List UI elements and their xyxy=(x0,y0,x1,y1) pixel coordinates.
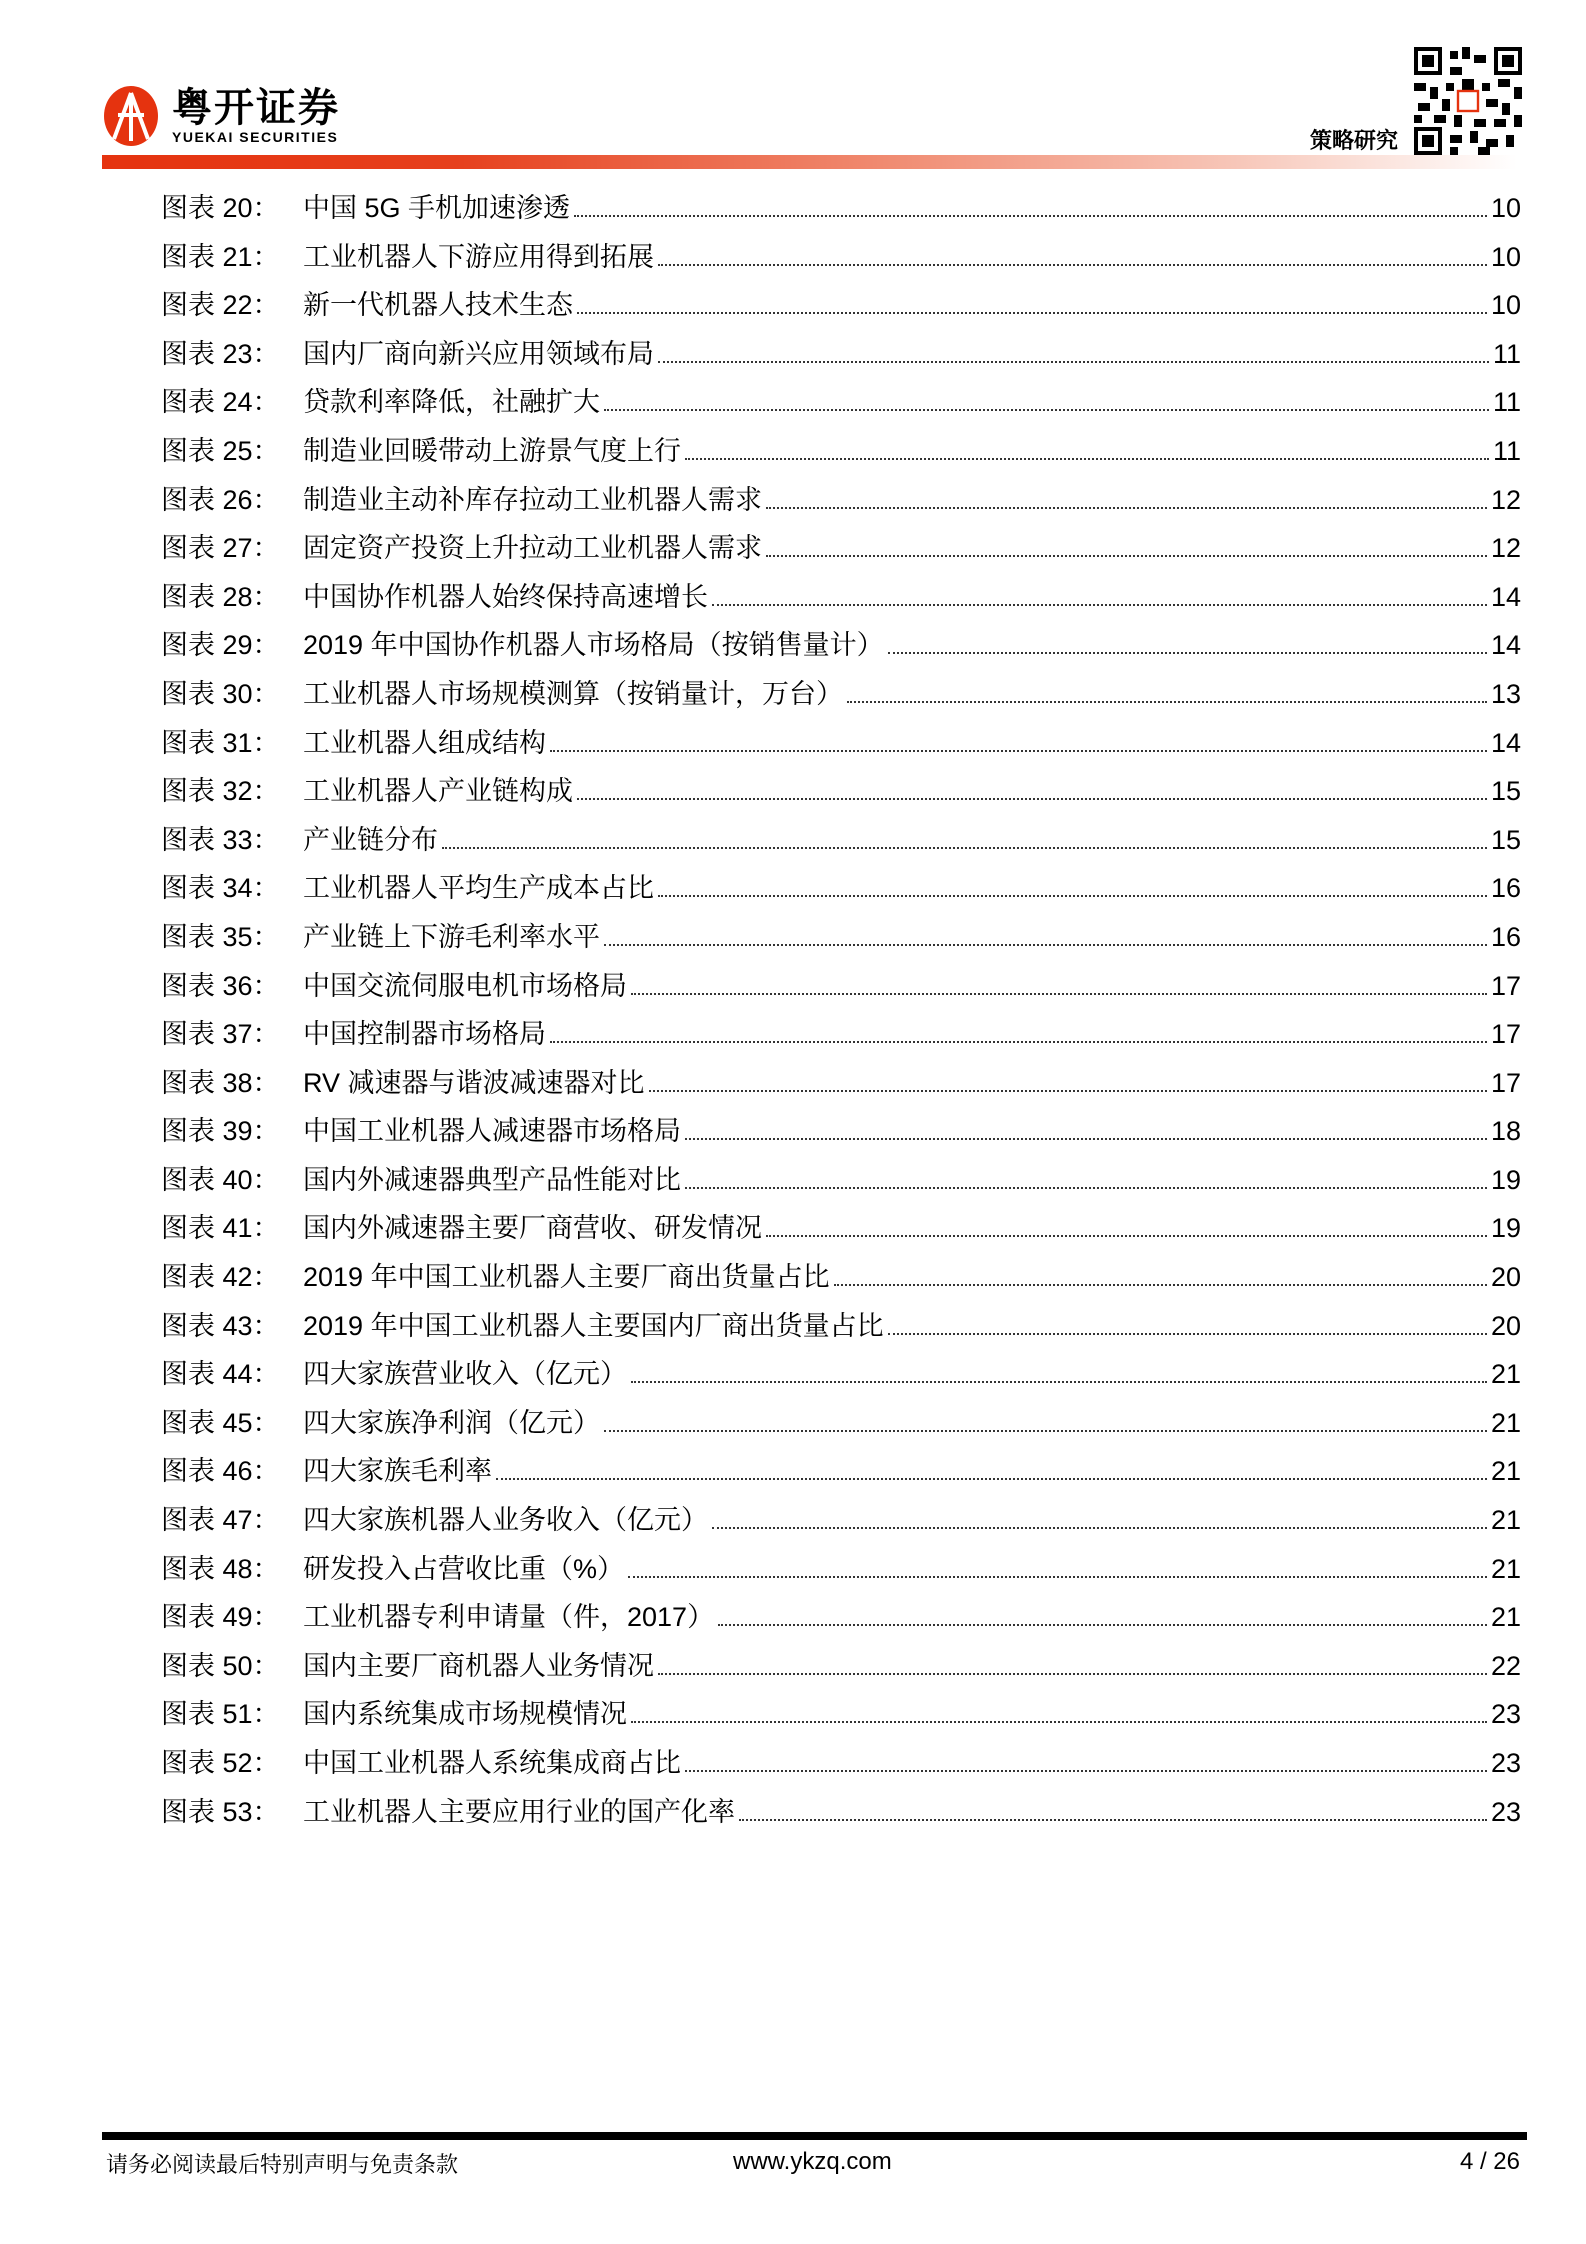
toc-entry[interactable] xyxy=(161,870,1521,919)
toc-entry-page: 10 xyxy=(1490,290,1521,321)
toc-entry-title[interactable]: 国内外减速器主要厂商营收、研发情况 xyxy=(303,1213,762,1244)
toc-entry-title[interactable]: 国内外减速器典型产品性能对比 xyxy=(303,1164,681,1195)
toc-entry-title[interactable]: 国内主要厂商机器人业务情况 xyxy=(303,1650,654,1681)
toc-entry[interactable] xyxy=(161,1065,1521,1114)
toc-entry-label: 图表 26： xyxy=(161,484,280,515)
footer-divider xyxy=(102,2132,1527,2140)
toc-entry-label: 图表 51： xyxy=(161,1699,280,1730)
toc-entry-page: 10 xyxy=(1490,193,1521,223)
toc-leader-dots xyxy=(685,1137,1487,1140)
toc-entry-page: 20 xyxy=(1490,1310,1521,1341)
toc-entry[interactable] xyxy=(161,1210,1521,1259)
toc-entry-title[interactable]: 新一代机器人技术生态 xyxy=(303,290,573,321)
toc-leader-dots xyxy=(685,1186,1487,1189)
toc-entry-title[interactable]: 中国工业机器人系统集成商占比 xyxy=(303,1748,681,1778)
toc-leader-dots xyxy=(766,554,1487,557)
toc-leader-dots xyxy=(766,1234,1487,1237)
toc-entry-page: 18 xyxy=(1490,1116,1521,1147)
footer-disclaimer: 请务必阅读最后特别声明与免责条款 xyxy=(106,2153,459,2178)
toc-entry[interactable] xyxy=(161,384,1521,433)
toc-entry-label: 图表 21： xyxy=(161,241,280,272)
toc-entry-label: 图表 40： xyxy=(161,1164,280,1195)
toc-entry-page: 23 xyxy=(1490,1796,1521,1827)
toc-entry[interactable] xyxy=(161,1113,1521,1162)
toc-entry-label: 图表 43： xyxy=(161,1310,280,1341)
toc-entry-label: 图表 37： xyxy=(161,1019,280,1050)
toc-entry-label: 图表 44： xyxy=(161,1359,280,1390)
toc-leader-dots xyxy=(604,943,1487,946)
toc-entry-title[interactable]: 国内系统集成市场规模情况 xyxy=(303,1699,627,1730)
toc-entry-title[interactable]: 中国交流伺服电机市场格局 xyxy=(303,970,627,1001)
toc-entry-title[interactable]: 贷款利率降低，社融扩大 xyxy=(303,387,600,418)
toc-entry-page: 11 xyxy=(1492,435,1521,466)
toc-entry-title[interactable]: 工业机器人市场规模测算（按销量计，万台） xyxy=(303,678,843,709)
toc-leader-dots xyxy=(442,846,1487,849)
toc-leader-dots xyxy=(604,1429,1487,1432)
toc-entry[interactable] xyxy=(161,190,1521,239)
toc-entry-title[interactable]: 制造业回暖带动上游景气度上行 xyxy=(303,435,681,466)
toc-entry-title[interactable]: 四大家族机器人业务收入（亿元） xyxy=(303,1505,708,1536)
toc-leader-dots xyxy=(658,1672,1487,1675)
toc-entry-label: 图表 46： xyxy=(161,1456,280,1487)
toc-entry-title[interactable]: 中国 5G 手机加速渗透 xyxy=(303,193,571,223)
toc-entry[interactable] xyxy=(161,433,1521,482)
footer-website[interactable]: www.ykzq.com xyxy=(733,2148,892,2175)
toc-entry[interactable] xyxy=(161,482,1521,531)
toc-entry-label: 图表 31： xyxy=(161,727,280,758)
toc-entry-page: 15 xyxy=(1490,824,1521,855)
toc-leader-dots xyxy=(718,1623,1487,1626)
toc-leader-dots xyxy=(712,1526,1487,1529)
toc-entry-title[interactable]: 2019 年中国工业机器人主要国内厂商出货量占比 xyxy=(303,1310,884,1341)
toc-entry-page: 17 xyxy=(1490,1067,1521,1098)
toc-leader-dots xyxy=(631,992,1487,995)
toc-entry-label: 图表 24： xyxy=(161,387,280,418)
toc-entry-label: 图表 38： xyxy=(161,1067,280,1098)
toc-entry-page: 21 xyxy=(1490,1505,1521,1536)
toc-entry-title[interactable]: 产业链分布 xyxy=(303,824,438,855)
toc-leader-dots xyxy=(847,700,1487,703)
toc-entry-title[interactable]: 研发投入占营收比重（%） xyxy=(303,1553,625,1584)
toc-entry-label: 图表 48： xyxy=(161,1553,280,1584)
toc-entry-page: 21 xyxy=(1490,1456,1521,1487)
toc-entry-title[interactable]: 产业链上下游毛利率水平 xyxy=(303,921,600,952)
toc-entry-page: 19 xyxy=(1490,1164,1521,1195)
toc-leader-dots xyxy=(685,457,1489,460)
qr-code-icon xyxy=(1414,47,1522,155)
toc-entry-title[interactable]: 四大家族毛利率 xyxy=(303,1456,492,1487)
toc-entry[interactable] xyxy=(161,239,1521,288)
toc-entry-page: 12 xyxy=(1490,484,1521,515)
figure-table-of-contents xyxy=(161,190,1521,1842)
toc-entry-title[interactable]: 工业机器人主要应用行业的国产化率 xyxy=(303,1796,735,1827)
toc-entry-label: 图表 32： xyxy=(161,776,280,807)
brand-logo xyxy=(100,85,340,147)
toc-entry[interactable] xyxy=(161,1356,1521,1405)
toc-entry-label: 图表 35： xyxy=(161,921,280,952)
toc-entry-title[interactable]: 工业机器人平均生产成本占比 xyxy=(303,873,654,904)
toc-entry-page: 21 xyxy=(1490,1359,1521,1390)
toc-entry-page: 16 xyxy=(1490,921,1521,952)
toc-entry[interactable] xyxy=(161,627,1521,676)
toc-leader-dots xyxy=(658,263,1487,266)
toc-entry-page: 19 xyxy=(1490,1213,1521,1244)
toc-entry-page: 17 xyxy=(1490,1019,1521,1050)
toc-leader-dots xyxy=(712,603,1487,606)
toc-leader-dots xyxy=(550,1040,1487,1043)
toc-leader-dots xyxy=(658,894,1487,897)
toc-leader-dots xyxy=(577,797,1487,800)
toc-entry-page: 20 xyxy=(1490,1262,1521,1293)
toc-leader-dots xyxy=(496,1477,1487,1480)
toc-entry-label: 图表 23： xyxy=(161,338,280,369)
toc-leader-dots xyxy=(631,1720,1487,1723)
toc-entry-title[interactable]: 工业机器专利申请量（件，2017） xyxy=(303,1602,715,1633)
toc-entry-page: 23 xyxy=(1490,1699,1521,1730)
toc-entry-page: 21 xyxy=(1490,1602,1521,1633)
toc-entry[interactable] xyxy=(161,530,1521,579)
toc-entry-label: 图表 29： xyxy=(161,630,280,661)
toc-entry[interactable] xyxy=(161,773,1521,822)
toc-entry-page: 13 xyxy=(1490,678,1521,709)
toc-entry[interactable] xyxy=(161,919,1521,968)
toc-entry-label: 图表 53： xyxy=(161,1796,280,1827)
toc-entry-page: 12 xyxy=(1490,533,1521,564)
toc-entry[interactable] xyxy=(161,1016,1521,1065)
toc-entry-page: 21 xyxy=(1490,1553,1521,1584)
toc-entry[interactable] xyxy=(161,725,1521,774)
toc-entry-label: 图表 50： xyxy=(161,1650,280,1681)
section-label: 策略研究 xyxy=(1310,128,1399,153)
toc-leader-dots xyxy=(577,311,1487,314)
toc-entry-page: 22 xyxy=(1490,1650,1521,1681)
toc-entry[interactable] xyxy=(161,1502,1521,1551)
toc-entry-page: 21 xyxy=(1490,1407,1521,1438)
toc-entry[interactable] xyxy=(161,336,1521,385)
toc-leader-dots xyxy=(628,1575,1487,1578)
toc-leader-dots xyxy=(658,360,1489,363)
yuekai-logo-icon xyxy=(100,85,162,147)
toc-entry-label: 图表 42： xyxy=(161,1262,280,1293)
toc-entry-label: 图表 33： xyxy=(161,824,280,855)
toc-leader-dots xyxy=(649,1089,1487,1092)
toc-entry[interactable] xyxy=(161,1551,1521,1600)
toc-entry-label: 图表 34： xyxy=(161,873,280,904)
brand-name-cn: 粤开证券 xyxy=(172,86,340,130)
toc-entry-label: 图表 39： xyxy=(161,1116,280,1147)
toc-entry-title[interactable]: 固定资产投资上升拉动工业机器人需求 xyxy=(303,533,762,564)
toc-entry-label: 图表 41： xyxy=(161,1213,280,1244)
toc-entry-title[interactable]: 四大家族营业收入（亿元） xyxy=(303,1359,627,1390)
toc-entry-title[interactable]: RV 减速器与谐波减速器对比 xyxy=(303,1067,645,1098)
toc-leader-dots xyxy=(631,1380,1487,1383)
toc-entry[interactable] xyxy=(161,1745,1521,1794)
toc-entry-label: 图表 27： xyxy=(161,533,280,564)
toc-entry-title[interactable]: 国内厂商向新兴应用领域布局 xyxy=(303,338,654,369)
toc-entry-title[interactable]: 中国工业机器人减速器市场格局 xyxy=(303,1116,681,1147)
toc-entry-page: 14 xyxy=(1490,727,1521,758)
toc-entry-title[interactable]: 中国控制器市场格局 xyxy=(303,1019,546,1050)
footer-page-number: 4 / 26 xyxy=(1459,2148,1520,2175)
toc-entry[interactable] xyxy=(161,1648,1521,1697)
toc-entry-title[interactable]: 工业机器人组成结构 xyxy=(303,727,546,758)
toc-entry-page: 17 xyxy=(1490,970,1521,1001)
header-accent-bar xyxy=(102,155,1517,169)
toc-leader-dots xyxy=(888,651,1487,654)
toc-entry-title[interactable]: 四大家族净利润（亿元） xyxy=(303,1407,600,1438)
toc-leader-dots xyxy=(550,749,1487,752)
toc-entry[interactable] xyxy=(161,1696,1521,1745)
toc-entry-page: 14 xyxy=(1490,581,1521,612)
toc-entry[interactable] xyxy=(161,1162,1521,1211)
toc-entry-label: 图表 36： xyxy=(161,970,280,1001)
toc-entry-title[interactable]: 2019 年中国工业机器人主要厂商出货量占比 xyxy=(303,1262,830,1293)
toc-entry[interactable] xyxy=(161,1308,1521,1357)
toc-entry[interactable] xyxy=(161,822,1521,871)
toc-entry-page: 15 xyxy=(1490,776,1521,807)
toc-entry-label: 图表 28： xyxy=(161,581,280,612)
toc-entry-label: 图表 22： xyxy=(161,290,280,321)
toc-entry[interactable] xyxy=(161,968,1521,1017)
toc-entry-label: 图表 25： xyxy=(161,435,280,466)
toc-entry-title[interactable]: 工业机器人产业链构成 xyxy=(303,776,573,807)
toc-entry[interactable] xyxy=(161,1794,1521,1843)
brand-name-en: YUEKAI SECURITIES xyxy=(172,129,339,145)
toc-entry-page: 11 xyxy=(1492,338,1521,369)
toc-entry-label: 图表 30： xyxy=(161,678,280,709)
toc-entry[interactable] xyxy=(161,287,1521,336)
toc-entry-label: 图表 47： xyxy=(161,1505,280,1536)
toc-leader-dots xyxy=(888,1332,1487,1335)
toc-entry[interactable] xyxy=(161,1453,1521,1502)
toc-leader-dots xyxy=(604,408,1489,411)
toc-entry[interactable] xyxy=(161,579,1521,628)
toc-entry-page: 16 xyxy=(1490,873,1521,904)
toc-leader-dots xyxy=(574,214,1487,217)
toc-entry-title[interactable]: 工业机器人下游应用得到拓展 xyxy=(303,241,654,272)
toc-entry-page: 23 xyxy=(1490,1748,1521,1778)
toc-entry-title[interactable]: 制造业主动补库存拉动工业机器人需求 xyxy=(303,484,762,515)
toc-entry[interactable] xyxy=(161,1599,1521,1648)
toc-entry-page: 14 xyxy=(1490,630,1521,661)
toc-entry-title[interactable]: 2019 年中国协作机器人市场格局（按销售量计） xyxy=(303,630,884,661)
toc-leader-dots xyxy=(834,1283,1487,1286)
toc-entry-label: 图表 49： xyxy=(161,1602,280,1633)
toc-entry[interactable] xyxy=(161,1405,1521,1454)
toc-entry[interactable] xyxy=(161,1259,1521,1308)
toc-entry-label: 图表 52： xyxy=(161,1748,280,1778)
toc-entry[interactable] xyxy=(161,676,1521,725)
toc-leader-dots xyxy=(685,1769,1487,1772)
toc-entry-page: 10 xyxy=(1490,241,1521,272)
toc-leader-dots xyxy=(766,506,1487,509)
toc-entry-page: 11 xyxy=(1492,387,1521,418)
toc-entry-title[interactable]: 中国协作机器人始终保持高速增长 xyxy=(303,581,708,612)
toc-entry-label: 图表 45： xyxy=(161,1407,280,1438)
toc-leader-dots xyxy=(739,1818,1487,1821)
toc-entry-label: 图表 20： xyxy=(161,193,280,223)
